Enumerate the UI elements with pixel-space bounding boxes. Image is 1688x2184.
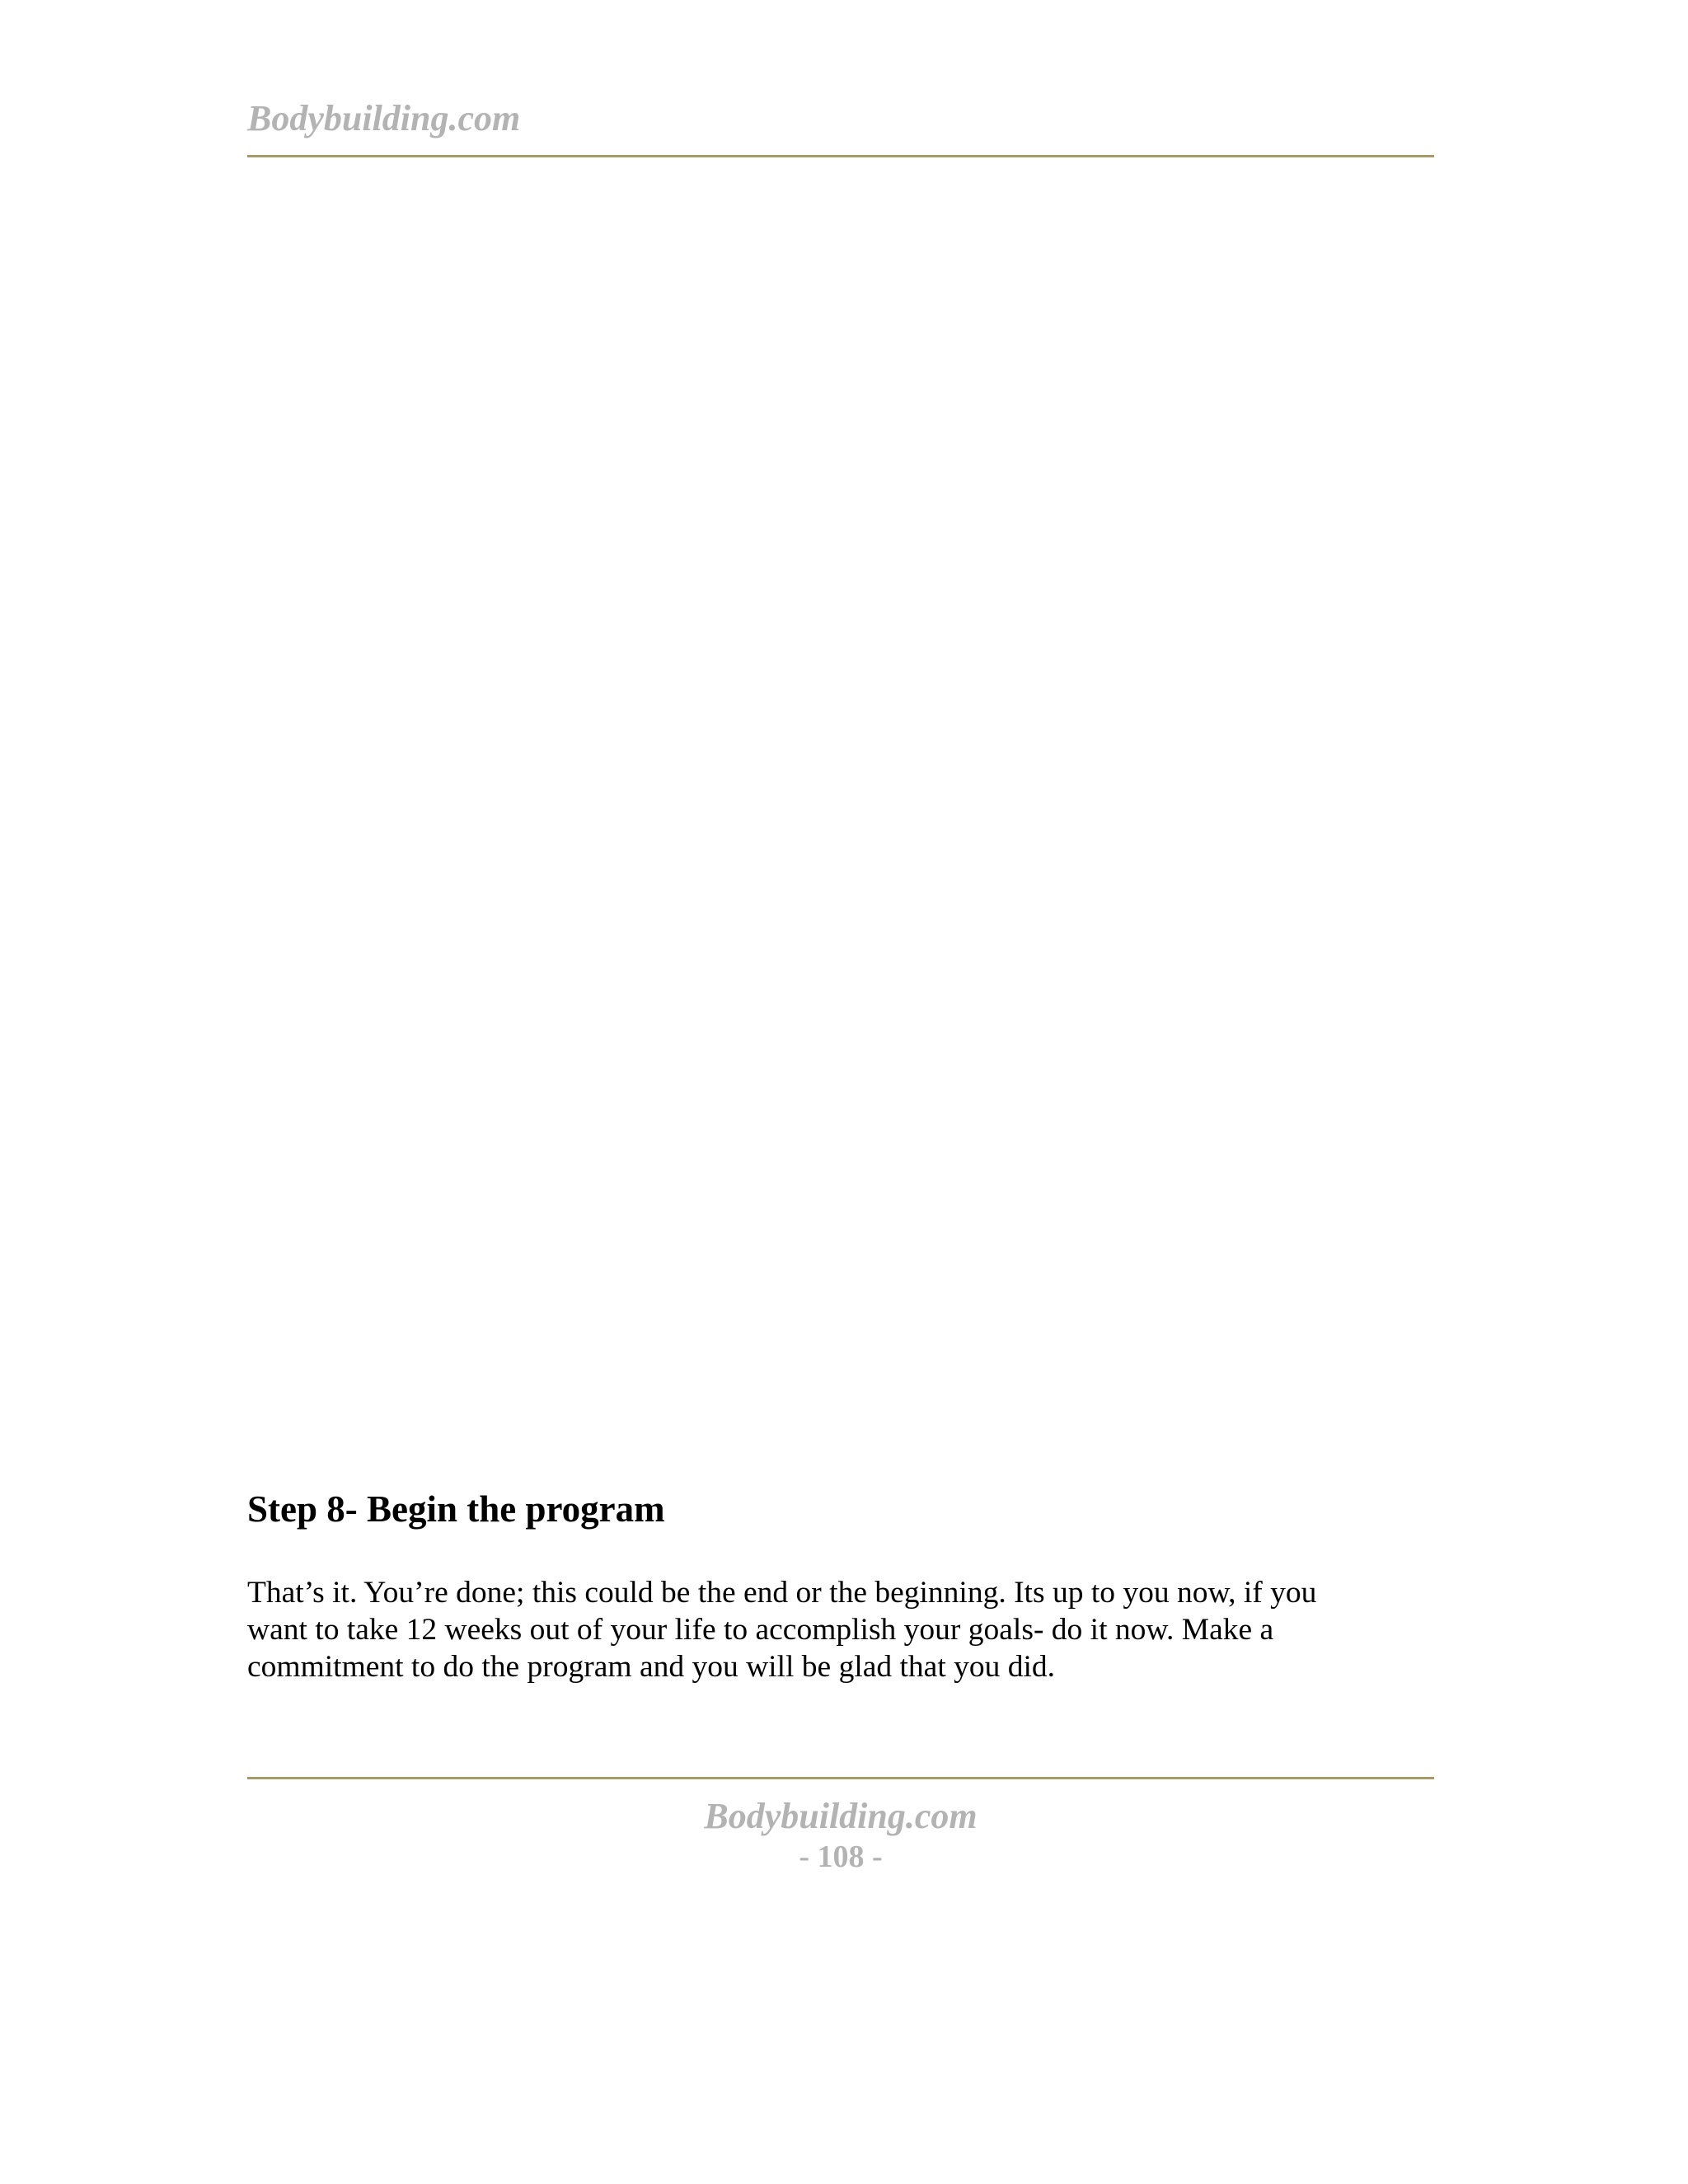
- paragraph-line: That’s it. You’re done; this could be the end or the beginning. Its up to you now, if you: [247, 1576, 1317, 1610]
- footer-brand: Bodybuilding.com: [704, 1796, 978, 1836]
- body-paragraph: [247, 1574, 1442, 1685]
- header-rule: [247, 155, 1434, 157]
- page-number: - 108 -: [799, 1840, 883, 1874]
- paragraph-line: commitment to do the program and you will be glad that you did.: [247, 1650, 1056, 1684]
- header-brand: Bodybuilding.com: [247, 98, 521, 138]
- footer-rule: [247, 1777, 1434, 1779]
- section-heading: Step 8- Begin the program: [247, 1488, 665, 1530]
- paragraph-line: want to take 12 weeks out of your life to accomplish your goals- do it now. Make a: [247, 1613, 1274, 1647]
